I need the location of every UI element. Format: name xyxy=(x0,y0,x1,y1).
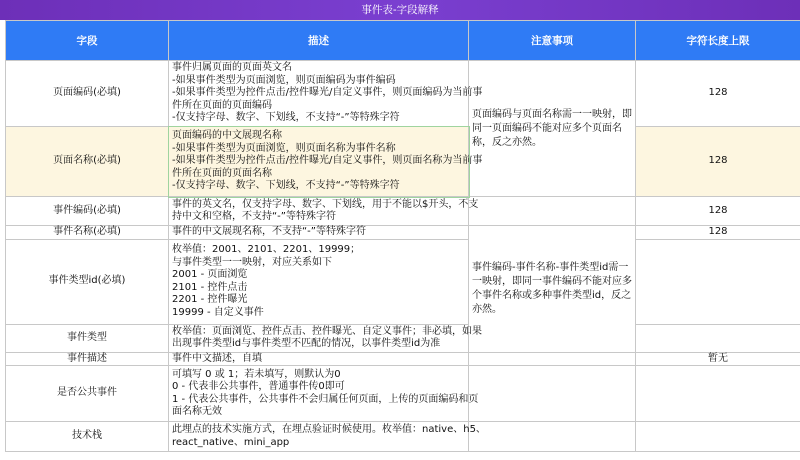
header-description[interactable]: 描述 xyxy=(169,21,469,61)
limit-cell[interactable]: 128 xyxy=(636,61,800,127)
desc-line: 枚举值：2001、2101、2201、19999； xyxy=(172,244,361,255)
field-cell[interactable]: 技术栈 xyxy=(6,422,169,452)
desc-line: 事件的中文展现名称，不支持“-”等特殊字符 xyxy=(172,226,366,237)
table-row xyxy=(6,324,800,352)
desc-cell[interactable] xyxy=(169,61,483,127)
table-row xyxy=(6,422,800,452)
desc-line: 枚举值：页面浏览、控件点击、控件曝光、自定义事件；非必填，如果 xyxy=(172,325,482,337)
limit-cell[interactable] xyxy=(636,422,800,452)
table-row xyxy=(6,61,800,127)
desc-cell[interactable] xyxy=(169,239,469,324)
field-cell[interactable]: 是否公共事件 xyxy=(6,366,169,422)
table-row xyxy=(6,239,800,324)
note-cell-empty[interactable] xyxy=(469,197,636,226)
limit-cell[interactable]: 128 xyxy=(636,127,800,197)
field-cell[interactable]: 页面编码(必填) xyxy=(6,61,169,127)
desc-line: -如果事件类型为页面浏览，则页面编码为事件编码 xyxy=(172,74,396,86)
desc-line: 0 - 代表非公共事件，普通事件传0即可 xyxy=(172,381,345,392)
field-cell[interactable]: 事件编码(必填) xyxy=(6,197,169,226)
limit-cell[interactable]: 暂无 xyxy=(636,352,800,366)
desc-line: 事件中文描述，自填 xyxy=(172,352,262,364)
desc-cell[interactable] xyxy=(169,324,482,352)
desc-line: 2101 - 控件点击 xyxy=(172,281,248,293)
table-row xyxy=(6,352,800,366)
limit-cell[interactable] xyxy=(636,324,800,352)
desc-line: 持中文和空格，不支持“-”等特殊字符 xyxy=(172,211,336,222)
field-cell[interactable]: 事件描述 xyxy=(6,352,169,366)
desc-line: 出现事件类型id与事件类型不匹配的情况，以事件类型id为准 xyxy=(172,338,441,349)
desc-line: 面名称无效 xyxy=(172,406,222,417)
note-cell-event-mapping[interactable]: 事件编码-事件名称-事件类型id需一一映射，即同一事件编码不能对应多个事件名称或多种事件类型id，反之亦然。 xyxy=(469,226,636,353)
limit-cell[interactable] xyxy=(636,239,800,324)
desc-line: react_native、mini_app xyxy=(172,436,290,448)
desc-line: 事件归属页面的页面英文名 xyxy=(172,62,292,74)
desc-line: 可填写 0 或 1；若未填写，则默认为0 xyxy=(172,368,341,380)
desc-line: 事件的英文名，仅支持字母、数字、下划线，用于不能以$开头，不支 xyxy=(172,198,479,210)
limit-cell[interactable]: 128 xyxy=(636,197,800,226)
field-cell[interactable]: 事件类型id(必填) xyxy=(6,239,169,324)
table-row-selected xyxy=(6,127,800,197)
desc-cell-selected[interactable] xyxy=(169,127,483,197)
desc-cell[interactable] xyxy=(169,226,469,240)
table-row xyxy=(6,366,800,422)
desc-cell[interactable] xyxy=(169,197,479,226)
note-cell-empty[interactable] xyxy=(469,422,636,452)
header-notes[interactable]: 注意事项 xyxy=(469,21,636,61)
field-cell[interactable]: 事件名称(必填) xyxy=(6,226,169,240)
field-cell[interactable]: 事件类型 xyxy=(6,324,169,352)
desc-line: 2001 - 页面浏览 xyxy=(172,269,248,280)
desc-line: 19999 - 自定义事件 xyxy=(172,306,264,318)
desc-line: -仅支持字母、数字、下划线，不支持“-”等特殊字符 xyxy=(172,180,400,192)
header-row xyxy=(6,21,800,61)
desc-line: -如果事件类型为控件点击/控件曝光/自定义事件，则页面编码为当前事 xyxy=(172,87,483,99)
header-field[interactable]: 字段 xyxy=(6,21,169,61)
note-cell-empty[interactable] xyxy=(469,352,636,366)
desc-line: 页面编码的中文展现名称 xyxy=(172,130,282,142)
desc-cell[interactable] xyxy=(169,422,486,452)
desc-line: -仅支持字母、数字、下划线，不支持“-”等特殊字符 xyxy=(172,112,400,124)
limit-cell[interactable] xyxy=(636,366,800,422)
table-row xyxy=(6,226,800,240)
desc-line: 2201 - 控件曝光 xyxy=(172,294,248,305)
note-cell-page-mapping[interactable]: 页面编码与页面名称需一一映射，即同一页面编码不能对应多个页面名称，反之亦然。 xyxy=(469,61,636,197)
desc-line: 件所在页面的页面名称 xyxy=(172,167,272,179)
table-row xyxy=(6,197,800,226)
desc-line: 与事件类型一一映射，对应关系如下 xyxy=(172,256,332,268)
header-char-limit[interactable]: 字符长度上限 xyxy=(636,21,800,61)
desc-cell[interactable] xyxy=(169,352,469,366)
desc-line: 1 - 代表公共事件，公共事件不会归属任何页面，上传的页面编码和页 xyxy=(172,393,479,405)
desc-line: 件所在页面的页面编码 xyxy=(172,99,272,111)
desc-line: -如果事件类型为页面浏览，则页面名称为事件名称 xyxy=(172,142,396,154)
note-cell-empty[interactable] xyxy=(469,366,636,422)
desc-line: 此埋点的技术实施方式，在埋点验证时候使用。枚举值：native、h5、 xyxy=(172,424,486,435)
field-table xyxy=(5,20,800,452)
limit-cell[interactable]: 128 xyxy=(636,226,800,240)
desc-line: -如果事件类型为控件点击/控件曝光/自定义事件，则页面名称为当前事 xyxy=(172,155,483,167)
desc-cell[interactable] xyxy=(169,366,479,422)
field-cell[interactable]: 页面名称(必填) xyxy=(6,127,169,197)
sheet-title: 事件表-字段解释 xyxy=(0,0,800,20)
